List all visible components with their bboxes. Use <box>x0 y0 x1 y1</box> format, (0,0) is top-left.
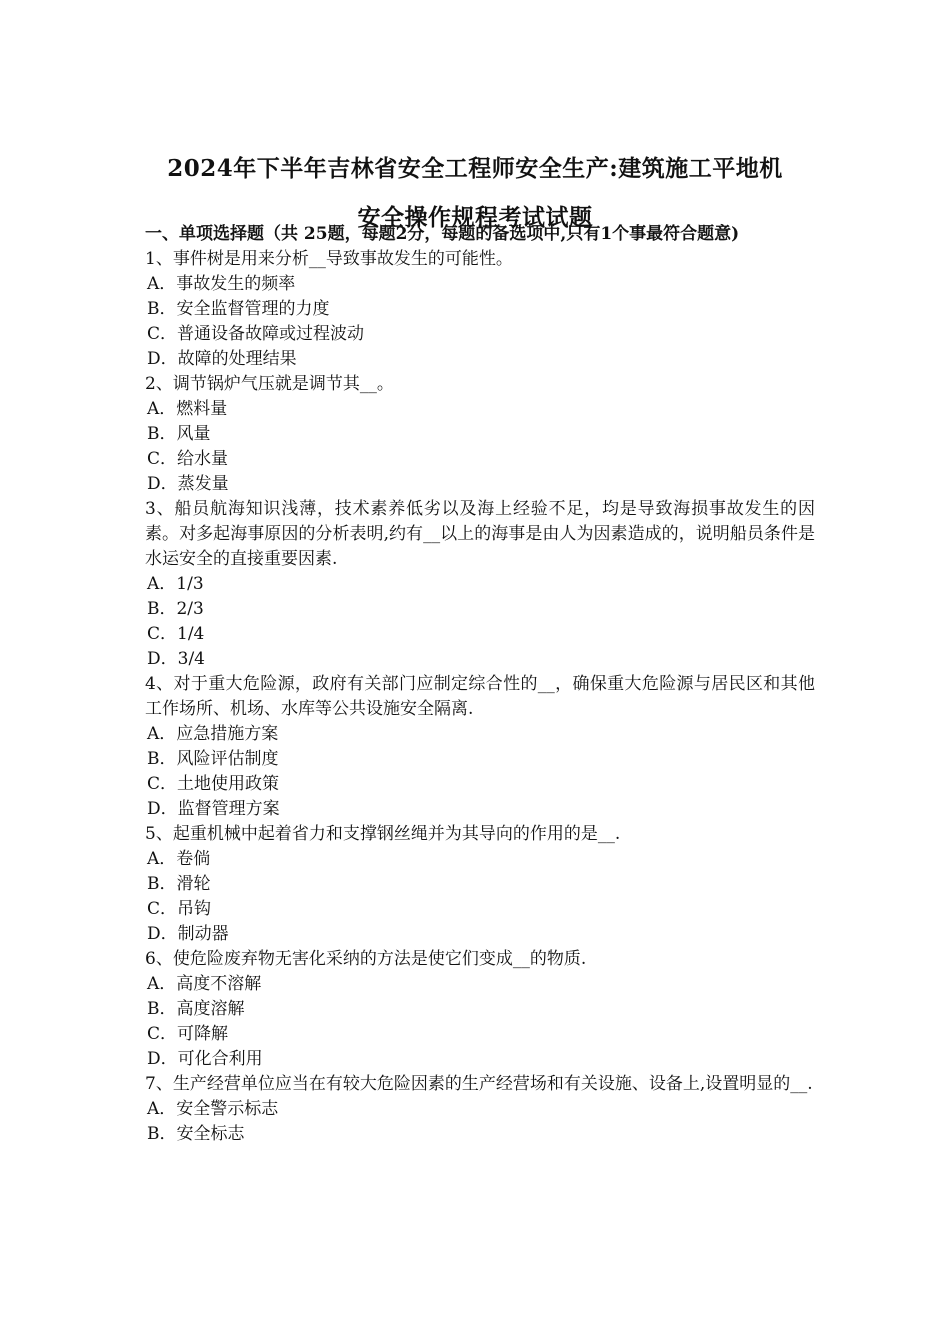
option-a: A．卷倘 <box>147 849 211 869</box>
option-a: A．燃料量 <box>147 399 228 419</box>
option-a: A．高度不溶解 <box>147 974 262 994</box>
option-d: D．蒸发量 <box>147 474 229 494</box>
option-a: A．安全警示标志 <box>147 1099 279 1119</box>
question-3 <box>145 497 815 672</box>
option-d: D．监督管理方案 <box>147 799 280 819</box>
option-d: D．可化合利用 <box>147 1049 263 1069</box>
option-d: D．3/4 <box>147 649 205 669</box>
question-stem: 4、对于重大危险源，政府有关部门应制定综合性的__，确保重大危险源与居民区和其他工作场所、机场、水库等公共设施安全隔离. <box>145 674 815 719</box>
question-6 <box>145 947 815 1072</box>
option-c: C．土地使用政策 <box>147 774 280 794</box>
option-b: B．滑轮 <box>147 874 211 894</box>
option-a: A．应急措施方案 <box>147 724 279 744</box>
question-stem: 3、船员航海知识浅薄，技术素养低劣以及海上经验不足，均是导致海损事故发生的因素。对多起海事原因的分析表明,约有__以上的海事是由人为因素造成的，说明船员条件是水运安全的直接重要因素. <box>145 499 815 569</box>
option-b: B．风险评估制度 <box>147 749 279 769</box>
document-body <box>145 222 815 1147</box>
option-b: B．风量 <box>147 424 211 444</box>
option-b: B．安全标志 <box>147 1124 245 1144</box>
document-title-line-1: 2024年下半年吉林省安全工程师安全生产:建筑施工平地机 <box>167 155 783 182</box>
question-7 <box>145 1072 815 1147</box>
option-b: B．2/3 <box>147 599 204 619</box>
question-stem: 6、使危险废弃物无害化采纳的方法是使它们变成__的物质. <box>145 949 587 969</box>
question-2 <box>145 372 815 497</box>
option-d: D．故障的处理结果 <box>147 349 297 369</box>
option-c: C．1/4 <box>147 624 205 644</box>
option-a: A．事故发生的频率 <box>147 274 296 294</box>
section-heading: 一、单项选择题（共 25题，每题2分，每题的备选项中,只有1个事最符合题意) <box>145 224 740 244</box>
document-title-line-2: 安全操作规程考试试题 <box>357 204 593 231</box>
option-c: C．给水量 <box>147 449 229 469</box>
option-a: A．1/3 <box>147 574 204 594</box>
option-b: B．安全监督管理的力度 <box>147 299 330 319</box>
option-c: C．吊钩 <box>147 899 212 919</box>
option-c: C．普通设备故障或过程波动 <box>147 324 365 344</box>
question-stem: 5、起重机械中起着省力和支撑钢丝绳并为其导向的作用的是__. <box>145 824 621 844</box>
question-4 <box>145 672 815 822</box>
option-b: B．高度溶解 <box>147 999 245 1019</box>
question-1 <box>145 247 815 372</box>
question-stem: 1、事件树是用来分析__导致事故发生的可能性。 <box>145 249 513 269</box>
question-5 <box>145 822 815 947</box>
option-c: C．可降解 <box>147 1024 229 1044</box>
question-stem: 2、调节锅炉气压就是调节其__。 <box>145 374 394 394</box>
question-stem: 7、生产经营单位应当在有较大危险因素的生产经营场和有关设施、设备上,设置明显的__. <box>145 1074 813 1094</box>
option-d: D．制动器 <box>147 924 229 944</box>
